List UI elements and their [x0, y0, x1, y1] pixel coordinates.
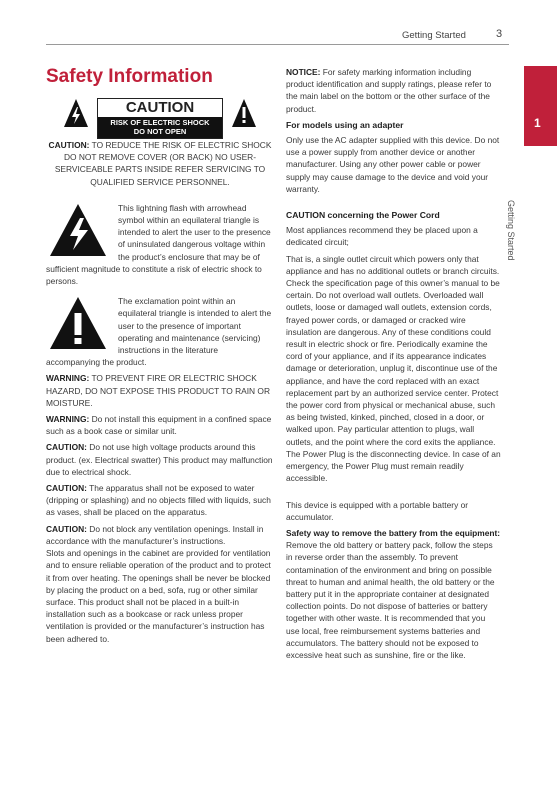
caution-box [97, 98, 223, 139]
notice-lead: NOTICE: [286, 67, 321, 77]
right-column [286, 66, 501, 665]
power-cord-paragraph-2: That is, a single outlet circuit which powers only that appliance and has no additional outlets or branch circuits. Check the specification page of this owner’s manual to be certain. Do not overload wall outlets. Overloaded wall outlets, loose or damaged wall outlets, extension cords, frayed power cords, or damaged or cracked wire insulation are dangerous. Any of these conditions could result in electric shock or fire. Periodically examine the cord of your appliance, and if its appearance indicates damage or deterioration, unplug it, discontinue use of the appliance, and have the cord replaced with an exact replacement part by an authorized service center. Protect the power cord from physical or mechanical abuse, such as being twisted, kinked, pinched, closed in a door, or walked upon. Pay particular attention to plugs, wall outlets, and the point where the cord exits the appliance. The Power Plug is the disconnecting device. In case of an emergency, the Power Plug must remain readily accessible. [286, 253, 501, 484]
caution-lead: CAUTION: [46, 442, 87, 453]
caution-lead: CAUTION: [46, 483, 87, 494]
adapter-paragraph: Only use the AC adapter supplied with this device. Do not use a power supply from another device or another manufacturer. Using any other power cable or power supply may cause damage to the device and void your warranty. [286, 135, 500, 194]
caution-label-block [46, 98, 274, 139]
chapter-label: Getting Started [506, 200, 516, 261]
caution-subtext-1: RISK OF ELECTRIC SHOCK [110, 118, 210, 127]
caution-ventilation [46, 523, 274, 547]
exclamation-square-icon [231, 98, 257, 128]
notice-body: For safety marking information including product identification and supply ratings, please refer to the main label on the bottom or the other surface of the product. [286, 67, 492, 114]
caution-lead: CAUTION: [48, 140, 90, 150]
header-section-title: Getting Started [402, 30, 466, 41]
left-column [46, 66, 274, 649]
warning-rain [46, 372, 274, 409]
lightning-square-icon [63, 98, 89, 128]
warning-body: Do not install this equipment in a confined space such as a book case or similar unit. [46, 414, 272, 437]
warning-body: TO PREVENT FIRE OR ELECTRIC SHOCK HAZARD, DO NOT EXPOSE THIS PRODUCT TO RAIN OR MOISTURE. [46, 373, 270, 408]
battery-body: Remove the old battery or battery pack, follow the steps in reverse order than the assembly. To prevent contamination of the environment and bring on possible threat to human and animal health, the old battery or the battery put it in the appropriate container at designated collection points. Do not dispose of batteries or battery together with other waste. It is recommended that you use local, free reimbursement systems batteries and accumulators. The battery should not be exposed to excessive heat such as sunshine, fire or the like. [286, 540, 495, 660]
exclamation-explanation [46, 295, 274, 368]
header-rule [46, 44, 509, 45]
chapter-number: 1 [534, 116, 541, 130]
caution-water [46, 482, 274, 519]
spacer [286, 199, 501, 209]
battery-intro: This device is equipped with a portable battery or accumulator. [286, 499, 469, 522]
lightning-explanation [46, 202, 274, 287]
caution-body: Do not use high voltage products around this product. (ex. Electrical swatter) This product may malfunction due to electrical shock. [46, 442, 273, 477]
caution-paragraph [46, 139, 274, 188]
caution-word: CAUTION [125, 99, 195, 116]
warning-lead: WARNING: [46, 373, 90, 384]
caution-subtext [98, 117, 222, 138]
exclamation-triangle-icon [48, 295, 108, 351]
page-title: Safety Information [46, 66, 213, 87]
battery-removal [286, 527, 501, 661]
power-cord-paragraph-1: Most appliances recommend they be placed upon a dedicated circuit; [286, 225, 478, 248]
caution-high-voltage [46, 441, 274, 478]
page-number: 3 [496, 28, 503, 40]
slots-paragraph: Slots and openings in the cabinet are provided for ventilation and to ensure reliable operation of the product and to protect it from over heating. The openings shall be never be blocked by placing the product on a bed, sofa, rug or other similar surface. This product shall not be placed in a built-in installation such as a bookcase or rack unless proper ventilation is provided or the manufacturer’s instruction has been adhered to. [46, 548, 271, 644]
lightning-text: This lightning flash with arrowhead symbol within an equilateral triangle is intended to alert the user to the presence of uninsulated dangerous voltage within the product’s enclosure that may be of sufficient magnitude to constitute a risk of electric shock to persons. [46, 202, 271, 287]
exclamation-text: The exclamation point within an equilateral triangle is intended to alert the user to the presence of important operating and maintenance (servicing) instructions in the literature accompanying the product. [46, 296, 272, 368]
lightning-triangle-icon [48, 202, 108, 258]
caution-lead: CAUTION: [46, 523, 87, 534]
chapter-tab [524, 66, 557, 146]
adapter-heading: For models using an adapter [286, 119, 404, 130]
caution-body: Do not block any ventilation openings. Install in accordance with the manufacturer’s instructions. [46, 523, 264, 546]
warning-lead: WARNING: [46, 414, 90, 425]
spacer [286, 489, 501, 499]
caution-subtext-2: DO NOT OPEN [133, 127, 187, 136]
caution-body: TO REDUCE THE RISK OF ELECTRIC SHOCK DO NOT REMOVE COVER (OR BACK) NO USER-SERVICEABLE PARTS INSIDE REFER SERVICING TO QUALIFIED SERVICE PERSONNEL. [54, 140, 272, 187]
notice-paragraph [286, 66, 501, 115]
power-cord-heading: CAUTION concerning the Power Cord [286, 210, 440, 221]
warning-confined [46, 413, 274, 437]
battery-lead: Safety way to remove the battery from the equipment: [286, 527, 501, 538]
caution-body: The apparatus shall not be exposed to water (dripping or splashing) and no objects filled with liquids, such as vases, shall be placed on the apparatus. [46, 483, 271, 518]
